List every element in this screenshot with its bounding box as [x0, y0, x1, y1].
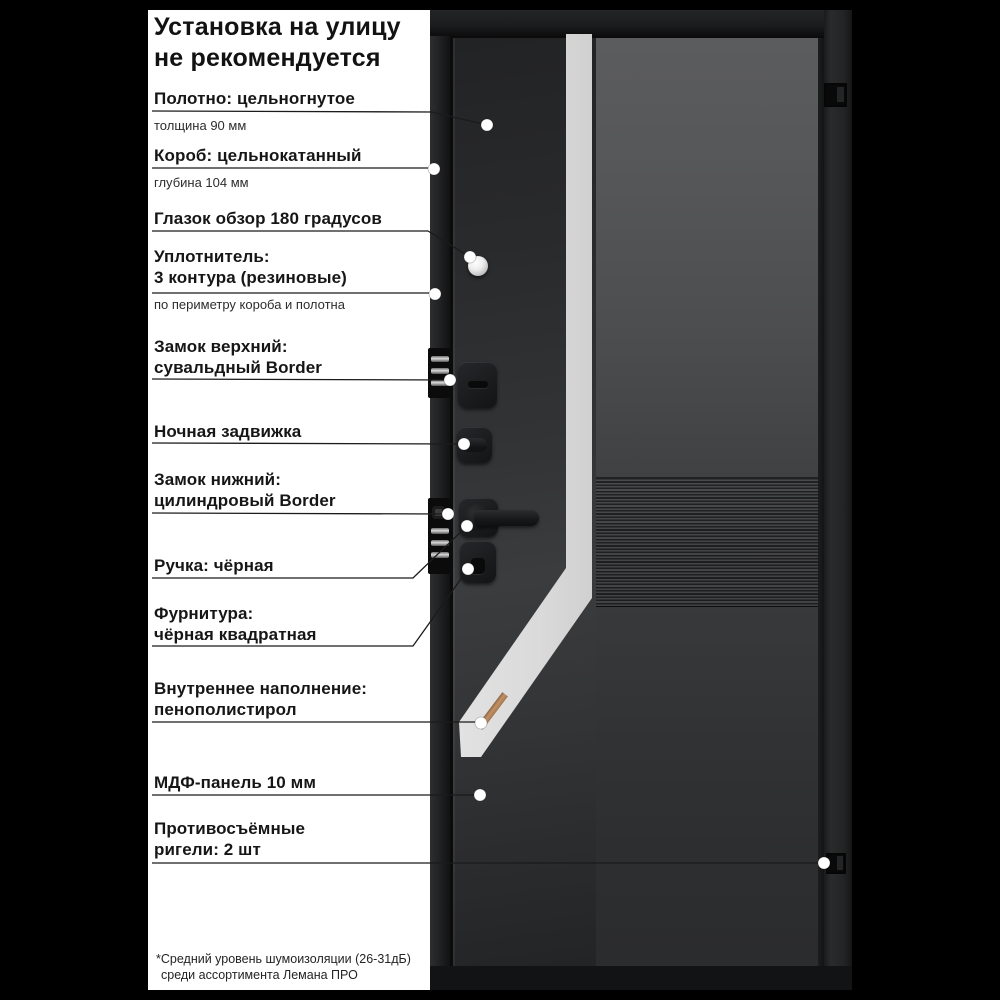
- callout-fittings-label-2: чёрная квадратная: [154, 625, 317, 644]
- bottom-anti-removal-pin: [826, 853, 846, 874]
- callout-filling-label-2: пенополистирол: [154, 700, 297, 719]
- callout-lower-lock: [154, 469, 430, 511]
- lower-cylinder-escutcheon: [460, 541, 496, 583]
- title-line-1: Установка на улицу: [154, 13, 401, 41]
- door-leaf-edge-highlight: [453, 38, 455, 966]
- lower-lock-bolt-1: [431, 528, 449, 534]
- callout-fittings-label-1: Фурнитура:: [154, 604, 254, 623]
- callout-fittings: [154, 603, 430, 645]
- door-frame-top: [430, 10, 852, 36]
- callout-lower-lock-label-1: Замок нижний:: [154, 470, 281, 489]
- callout-handle: [154, 555, 430, 576]
- callout-peephole: [154, 208, 430, 229]
- callout-peephole-label: Глазок обзор 180 градусов: [154, 209, 382, 228]
- callout-filling-label-1: Внутреннее наполнение:: [154, 679, 368, 698]
- bottom-pin-notch: [837, 856, 843, 870]
- title-line-2: не рекомендуется: [154, 44, 381, 72]
- callout-leaf-sublabel: толщина 90 мм: [154, 118, 247, 133]
- callout-upper-lock-label-1: Замок верхний:: [154, 337, 288, 356]
- lower-lock-housing: [428, 498, 450, 574]
- upper-lock-escutcheon: [458, 362, 497, 408]
- upper-keyhole-slot: [468, 381, 488, 388]
- door-handle: [475, 510, 539, 526]
- callout-night-latch-label: Ночная задвижка: [154, 422, 302, 441]
- callout-frame-sublabel: глубина 104 мм: [154, 175, 249, 190]
- upper-lock-bolt-3: [431, 380, 449, 386]
- callout-mdf: [154, 772, 430, 793]
- callout-seal: [154, 246, 430, 313]
- callout-bolts: [154, 818, 430, 860]
- callout-leaf: [154, 88, 430, 134]
- lock-cylinder: [432, 506, 445, 519]
- callout-handle-label: Ручка: чёрная: [154, 556, 274, 575]
- callout-seal-sublabel: по периметру короба и полотна: [154, 297, 345, 312]
- callout-frame-label: Короб: цельнокатанный: [154, 146, 362, 165]
- callout-lower-lock-label-2: цилиндровый Border: [154, 491, 336, 510]
- lower-lock-bolt-3: [431, 552, 449, 558]
- footnote-line-1: *Средний уровень шумоизоляции (26-31дБ): [156, 952, 411, 966]
- footnote-line-2: среди ассортимента Лемана ПРО: [161, 968, 358, 982]
- door-frame-bottom: [430, 966, 852, 990]
- night-latch-plate: [457, 427, 492, 463]
- concrete-panel: [596, 38, 818, 966]
- callout-bolts-label-2: ригели: 2 шт: [154, 840, 261, 859]
- callout-night-latch: [154, 421, 430, 442]
- upper-lock-bolt-1: [431, 356, 449, 362]
- callout-filling: [154, 678, 430, 720]
- callout-upper-lock-label-2: сувальдный Border: [154, 358, 323, 377]
- page-title: [154, 12, 401, 74]
- door-illustration: [430, 10, 852, 990]
- top-hinge: [824, 83, 847, 107]
- callout-leaf-label: Полотно: цельногнутое: [154, 89, 355, 108]
- callout-frame: [154, 145, 430, 191]
- night-latch-knob: [462, 438, 487, 452]
- panel-right-seam: [818, 38, 824, 966]
- upper-lock-housing: [428, 348, 450, 398]
- top-hinge-notch: [837, 87, 844, 102]
- footnote: [156, 951, 411, 983]
- upper-lock-bolt-2: [431, 368, 449, 374]
- lower-lock-bolt-2: [431, 540, 449, 546]
- callout-upper-lock: [154, 336, 430, 378]
- callout-seal-label-2: 3 контура (резиновые): [154, 268, 347, 287]
- callout-mdf-label: МДФ-панель 10 мм: [154, 773, 317, 792]
- door-frame-right: [824, 10, 852, 990]
- callout-seal-label-1: Уплотнитель:: [154, 247, 270, 266]
- peephole: [468, 256, 488, 276]
- callout-bolts-label-1: Противосъёмные: [154, 819, 306, 838]
- ribbed-band: [596, 477, 818, 607]
- cylinder-keyhole: [471, 558, 485, 574]
